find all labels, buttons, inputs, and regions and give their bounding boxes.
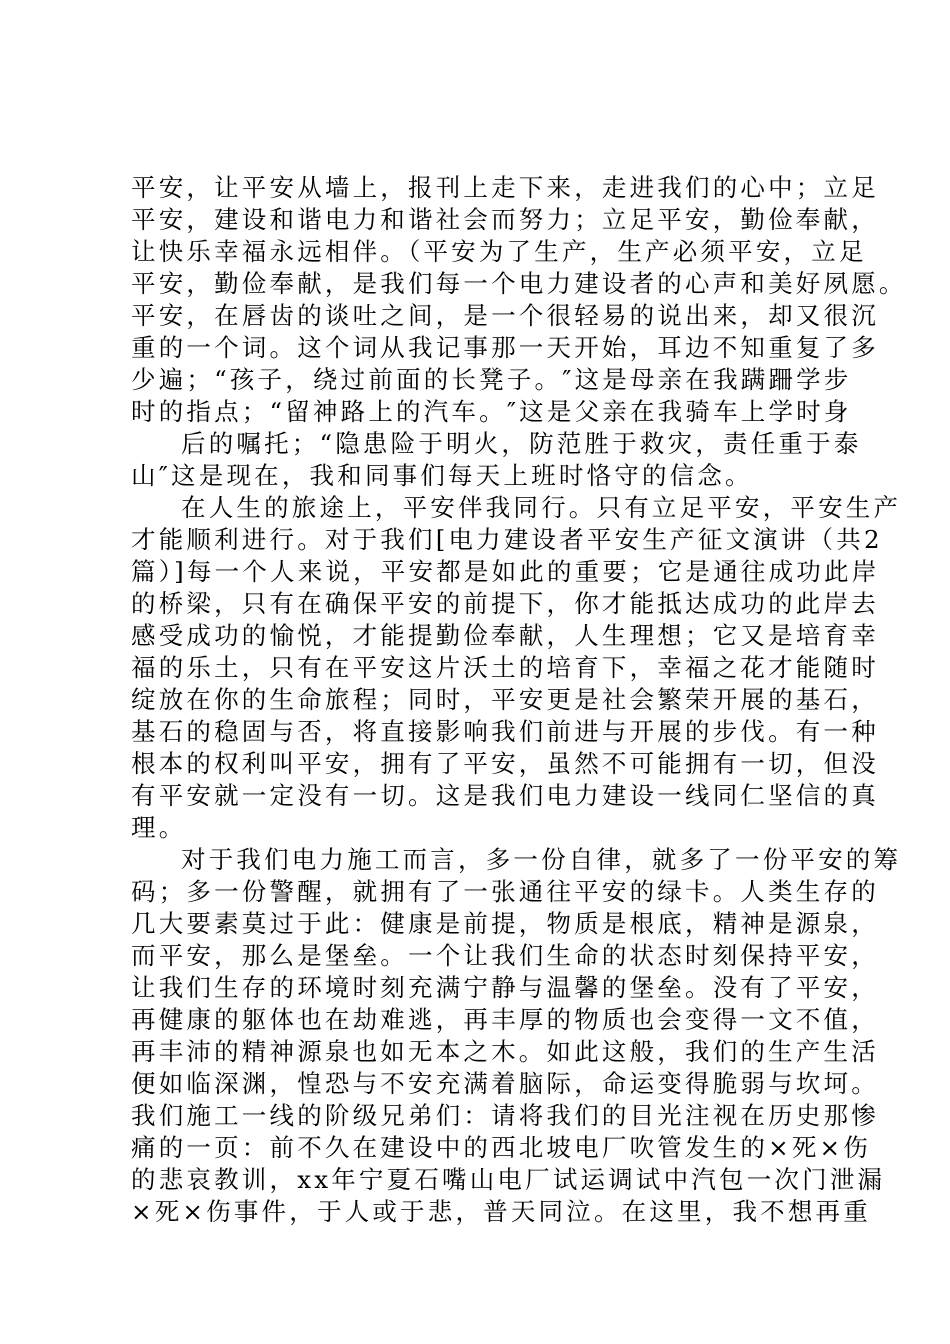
text-line: 平安，建设和谐电力和谐社会而努力；立足平安，勤俭奉献， [131,205,879,234]
body-text [131,172,907,1228]
text-line: 绽放在你的生命旅程；同时，平安更是社会繁荣开展的基石， [131,685,879,714]
text-line: 理。 [131,813,187,842]
text-line: 让我们生存的环境时刻充满宁静与温馨的堡垒。没有了平安， [131,973,879,1002]
text-line: 让快乐幸福永远相伴。（平安为了生产，生产必须平安，立足 [131,237,867,266]
text-line: 平安，让平安从墙上，报刊上走下来，走进我们的心中；立足 [131,173,879,202]
text-line: ×死×伤事件，于人或于悲，普天同泣。在这里，我不想再重 [131,1197,871,1226]
text-line: 根本的权利叫平安，拥有了平安，虽然不可能拥有一切，但没 [131,749,879,778]
text-line: 几大要素莫过于此：健康是前提，物质是根底，精神是源泉， [131,909,879,938]
text-line: 感受成功的愉悦，才能提勤俭奉献，人生理想；它又是培育幸 [131,621,879,650]
text-line: 便如临深渊，惶恐与不安充满着脑际，命运变得脆弱与坎坷。 [131,1069,879,1098]
text-line: 时的指点；“留神路上的汽车。″这是父亲在我骑车上学时身 [131,397,852,426]
paragraph-start: 对于我们电力施工而言，多一份自律，就多了一份平安的筹 [181,845,902,874]
text-line: 的悲哀教训，xx年宁夏石嘴山电厂试运调试中汽包一次门泄漏 [131,1165,886,1194]
text-line: 再健康的躯体也在劫难逃，再丰厚的物质也会变得一文不值， [131,1005,879,1034]
text-line: 我们施工一线的阶级兄弟们：请将我们的目光注视在历史那惨 [131,1101,879,1130]
text-line: 少遍；“孩子，绕过前面的长凳子。″这是母亲在我蹒跚学步 [131,365,852,394]
text-line: 的桥梁，只有在确保平安的前提下，你才能抵达成功的此岸去 [131,589,879,618]
text-line: 再丰沛的精神源泉也如无本之木。如此这般，我们的生产生活 [131,1037,879,1066]
text-line: 有平安就一定没有一切。这是我们电力建设一线同仁坚信的真 [131,781,879,810]
text-line: 而平安，那么是堡垒。一个让我们生命的状态时刻保持平安， [131,941,879,970]
text-line: 码；多一份警醒，就拥有了一张通往平安的绿卡。人类生存的 [131,877,879,906]
text-line: 痛的一页：前不久在建设中的西北坡电厂吹管发生的×死×伤 [131,1133,871,1162]
text-line: 基石的稳固与否，将直接影响我们前进与开展的步伐。有一种 [131,717,879,746]
text-line: 后的嘱托；“隐患险于明火，防范胜于救灾，责任重于泰 [181,429,862,458]
text-line: 重的一个词。这个词从我记事那一天开始，耳边不知重复了多 [131,333,879,362]
text-line: 平安，勤俭奉献，是我们每一个电力建设者的心声和美好夙愿。 [131,269,907,298]
text-line: 篇）]每一个人来说，平安都是如此的重要；它是通往成功此岸 [131,557,880,586]
text-line: 平安，在唇齿的谈吐之间，是一个很轻易的说出来，却又很沉 [131,301,879,330]
text-line: 福的乐土，只有在平安这片沃土的培育下，幸福之花才能随时 [131,653,879,682]
paragraph-start: 在人生的旅途上，平安伴我同行。只有立足平安，平安生产 [181,493,902,522]
text-line: 才能顺利进行。对于我们[电力建设者平安生产征文演讲（共2 [131,525,883,554]
text-line: 山″这是现在，我和同事们每天上班时恪守的信念。 [131,461,753,490]
